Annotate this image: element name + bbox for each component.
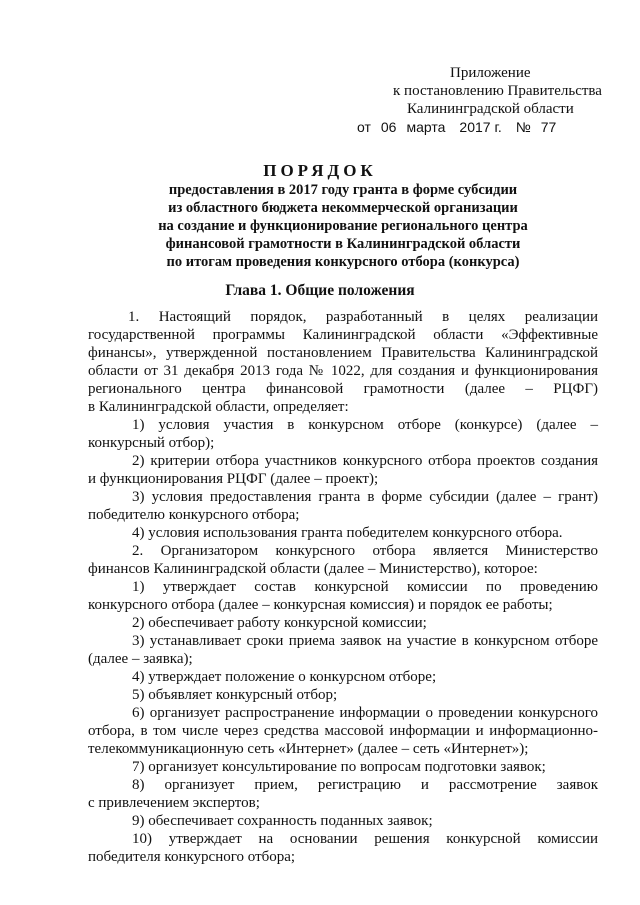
appendix-date-line xyxy=(300,118,600,136)
date-month: марта xyxy=(406,119,446,135)
body-line: 2. Организатором конкурсного отбора является Министерство xyxy=(132,543,598,559)
body-line: конкурсного отбора (далее – конкурсная комиссия) и порядок ее работы; xyxy=(88,597,553,613)
body-line: в Калининградской области, определяет: xyxy=(88,399,349,415)
body-line: (далее – заявка); xyxy=(88,651,193,667)
body-line: государственной программы Калининградской области «Эффективные xyxy=(88,327,598,343)
chapter-heading: Глава 1. Общие положения xyxy=(225,282,415,299)
body-line: регионального центра финансовой грамотности (далее – РЦФГ) xyxy=(88,381,598,397)
body-line: 1) условия участия в конкурсном отборе (конкурсе) (далее – xyxy=(132,417,598,433)
document-subtitle xyxy=(88,181,598,271)
body-line: 3) условия предоставления гранта в форме субсидии (далее – грант) xyxy=(132,489,598,505)
document-number: 77 xyxy=(540,119,557,135)
body-line: 1) утверждает состав конкурсной комиссии по проведению xyxy=(132,579,598,595)
appendix-line-3: Калининградской области xyxy=(407,101,574,117)
body-line: 1. Настоящий порядок, разработанный в целях реализации xyxy=(128,309,598,325)
body-line: с привлечением экспертов; xyxy=(88,795,260,811)
body-line: 8) организует прием, регистрацию и рассмотрение заявок xyxy=(132,777,598,793)
appendix-line-1: Приложение xyxy=(450,65,531,81)
date-prefix: от xyxy=(357,119,371,135)
number-sign: № xyxy=(515,119,531,135)
appendix-header xyxy=(300,64,600,136)
body-line: финансов Калининградской области (далее – Министерство), которое: xyxy=(88,561,538,577)
body-line: победителю конкурсного отбора; xyxy=(88,507,300,523)
body-line: 10) утверждает на основании решения конкурсной комиссии xyxy=(132,831,598,847)
body-line: и функционирования РЦФГ (далее – проект); xyxy=(88,471,379,487)
body-line: 2) критерии отбора участников конкурсного отбора проектов создания xyxy=(132,453,598,469)
document-title: ПОРЯДОК xyxy=(263,161,377,180)
body-line: телекоммуникационную сеть «Интернет» (далее – сеть «Интернет»); xyxy=(88,741,529,757)
body-line: 4) условия использования гранта победителем конкурсного отбора. xyxy=(132,525,563,541)
body-line: 9) обеспечивает сохранность поданных заявок; xyxy=(132,813,433,829)
subtitle-line: предоставления в 2017 году гранта в форме субсидии xyxy=(168,182,518,198)
body-line: 4) утверждает положение о конкурсном отборе; xyxy=(132,669,437,685)
subtitle-line: из областного бюджета некоммерческой организации xyxy=(168,200,518,216)
body-line: 6) организует распространение информации о проведении конкурсного xyxy=(132,705,598,721)
body-line: 3) устанавливает сроки приема заявок на участие в конкурсном отборе xyxy=(132,633,598,649)
subtitle-line: на создание и функционирование регионального центра xyxy=(158,218,528,234)
date-year: 2017 г. xyxy=(459,119,502,135)
body-line: области от 31 декабря 2013 года № 1022, для создания и функционирования xyxy=(88,363,598,379)
body-line: отбора, в том числе через средства массовой информации и информационно- xyxy=(88,723,598,739)
body-line: 7) организует консультирование по вопросам подготовки заявок; xyxy=(132,759,546,775)
body-line: 2) обеспечивает работу конкурсной комиссии; xyxy=(132,615,427,631)
document-body xyxy=(88,308,598,866)
body-line: конкурсный отбор); xyxy=(88,435,215,451)
subtitle-line: финансовой грамотности в Калининградской области xyxy=(165,236,521,252)
body-line: победителя конкурсного отбора; xyxy=(88,849,296,865)
body-line: финансы», утвержденной постановлением Правительства Калининградской xyxy=(88,345,598,361)
subtitle-line: по итогам проведения конкурсного отбора (конкурса) xyxy=(166,254,520,270)
date-day: 06 xyxy=(380,119,397,135)
appendix-line-2: к постановлению Правительства xyxy=(393,83,602,99)
body-line: 5) объявляет конкурсный отбор; xyxy=(132,687,338,703)
